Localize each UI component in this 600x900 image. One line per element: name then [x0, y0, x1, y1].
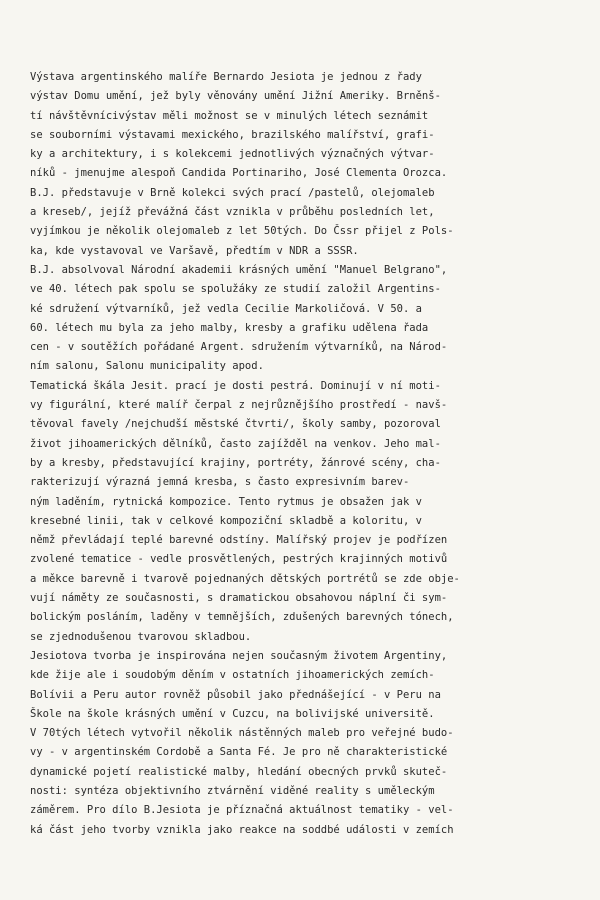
text-line: by a kresby, představující krajiny, portréty, žánrové scény, cha-: [30, 456, 441, 469]
text-line: a kreseb/, jejíž převážná část vznikla v průběhu posledních let,: [30, 206, 435, 219]
text-line: výstav Domu umění, jež byly věnovány umění Jižní Ameriky. Brněnš-: [30, 90, 441, 103]
text-line: němž převládají teplé barevné odstíny. Malířský projev je podřízen: [30, 534, 448, 547]
text-line: ky a architektury, i s kolekcemi jednotlivých význačných výtvar-: [30, 148, 435, 161]
text-line: těvoval favely /nejchudší městské čtvrti/, školy samby, pozoroval: [30, 418, 441, 431]
text-line: rakterizují výrazná jemná kresba, s často expresivním barev-: [30, 476, 410, 489]
text-line: ním salonu, Salonu municipality apod.: [30, 360, 264, 373]
text-line: vyjímkou je několik olejomaleb z let 50tých. Do Čssr přijel z Pols-: [30, 225, 454, 238]
text-line: vy figurální, které malíř čerpal z nejrůznějšího prostředí - navš-: [30, 399, 448, 412]
text-line: níků - jmenujme alespoň Candida Portinariho, José Clementa Orozca.: [30, 167, 448, 180]
text-line: cen - v soutěžích pořádané Argent. sdružením výtvarníků, na Národ-: [30, 341, 448, 354]
text-line: V 70tých létech vytvořil několik nástěnných maleb pro veřejné budo-: [30, 727, 454, 740]
text-line: vy - v argentinském Cordobě a Santa Fé. Je pro ně charakteristické: [30, 746, 448, 759]
text-line: ve 40. létech pak spolu se spolužáky ze studií založil Argentins-: [30, 283, 441, 296]
typed-text-body: [30, 68, 590, 840]
text-line: vují náměty ze současnosti, s dramatickou obsahovou náplní či sym-: [30, 592, 448, 605]
text-line: Výstava argentinského malíře Bernardo Jesiota je jednou z řady: [30, 71, 422, 83]
text-line: se souborními výstavami mexického, brazilského malířství, grafi-: [30, 128, 435, 141]
text-line: bolickým posláním, laděny v temnějších, zdušených barevných tónech,: [30, 611, 454, 624]
text-line: Tematická škála Jesit. prací je dosti pestrá. Dominují v ní moti-: [30, 379, 441, 392]
text-line: kde žije ale i soudobým děním v ostatních jihoamerických zemích-: [30, 669, 435, 682]
text-line: a měkce barevně i tvarově pojednaných dětských portrétů se zde obje-: [30, 572, 460, 585]
text-line: ka, kde vystavoval ve Varšavě, předtím v NDR a SSSR.: [30, 244, 359, 257]
text-line: ká část jeho tvorby vznikla jako reakce na soddbé události v zemích: [30, 823, 454, 836]
text-line: ným laděním, rytnická kompozice. Tento rytmus je obsažen jak v: [30, 495, 422, 508]
text-line: dynamické pojetí realistické malby, hledání obecných prvků skuteč-: [30, 765, 448, 778]
text-line: ké sdružení výtvarníků, jež vedla Cecilie Markoličová. V 50. a: [30, 302, 422, 315]
text-line: Bolívii a Peru autor rovněž působil jako přednášející - v Peru na: [30, 688, 441, 701]
text-line: Škole na škole krásných umění v Cuzcu, na bolivijské universitě.: [30, 707, 435, 720]
text-line: tí návštěvnícivýstav měli možnost se v minulých létech seznámit: [30, 109, 429, 122]
text-line: 60. létech mu byla za jeho malby, kresby a grafiku udělena řada: [30, 321, 429, 334]
text-line: zvolené tematice - vedle prosvětlených, pestrých krajinných motivů: [30, 553, 448, 566]
text-line: život jihoamerických dělníků, často zajížděl na venkov. Jeho mal-: [30, 437, 441, 450]
text-line: Jesiotova tvorba je inspirována nejen současným životem Argentiny,: [30, 649, 448, 662]
text-line: B.J. absolvoval Národní akademii krásných umění "Manuel Belgrano",: [30, 263, 448, 276]
text-line: kresebné linii, tak v celkové kompoziční skladbě a koloritu, v: [30, 514, 422, 527]
text-line: se zjednodušenou tvarovou skladbou.: [30, 630, 252, 643]
text-line: záměrem. Pro dílo B.Jesiota je příznačná aktuálnost tematiky - vel-: [30, 804, 454, 817]
text-line: B.J. představuje v Brně kolekci svých prací /pastelů, olejomaleb: [30, 186, 435, 199]
text-line: nosti: syntéza objektivního ztvárnění viděné reality s uměleckým: [30, 784, 435, 797]
